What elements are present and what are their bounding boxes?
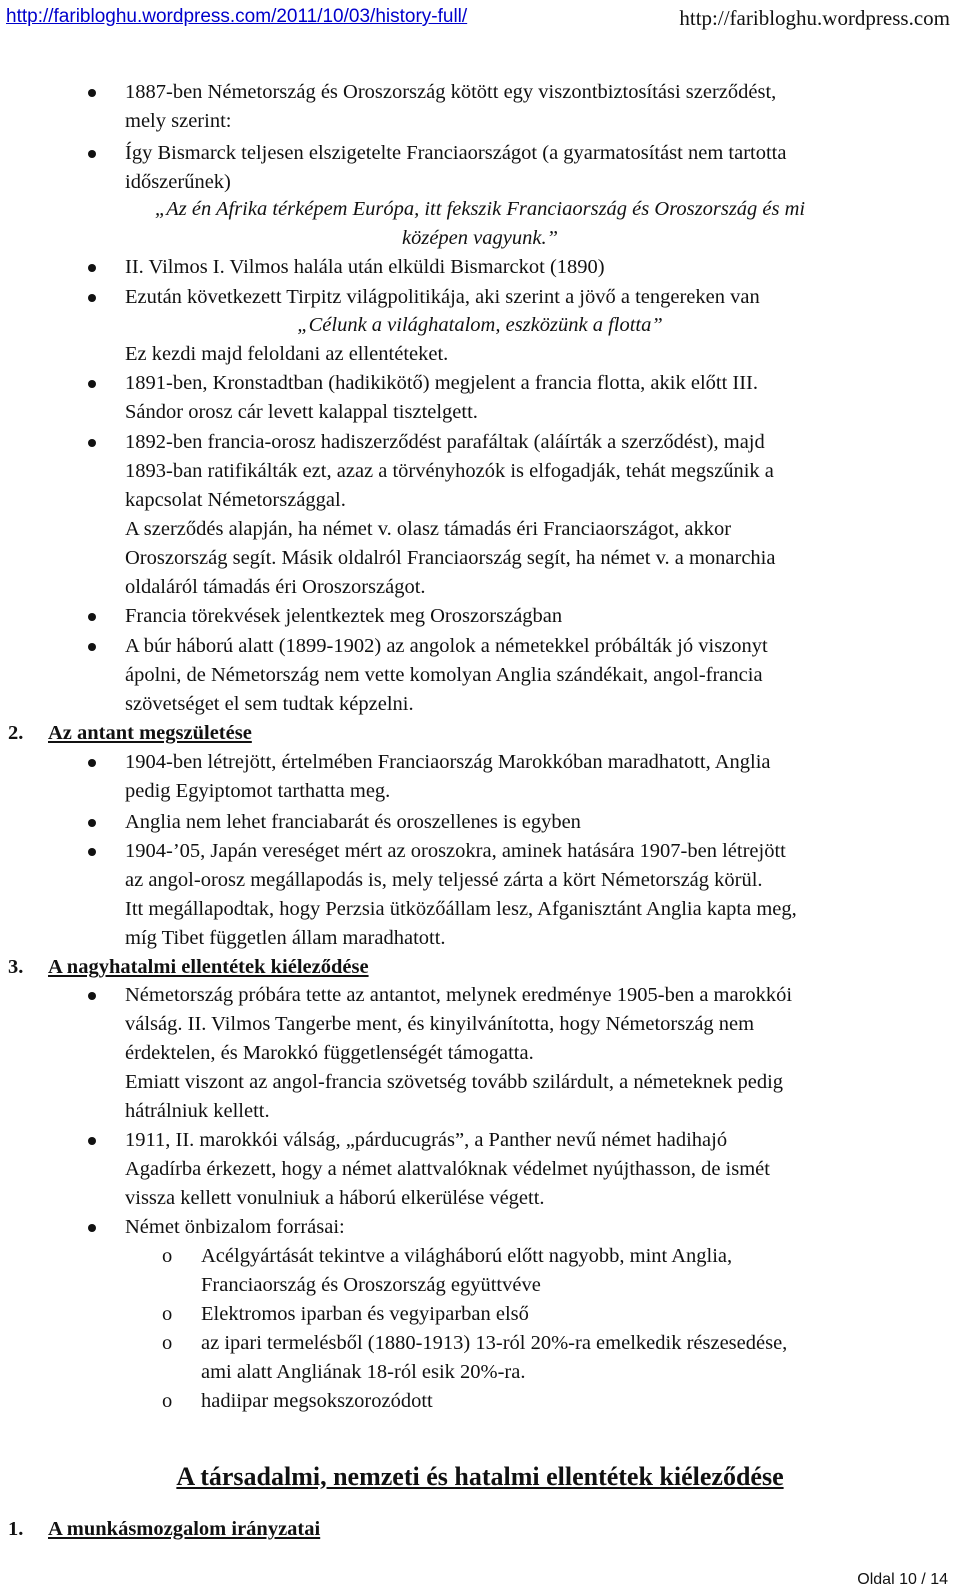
text-line: Oroszország segít. Másik oldalról Franciaország segít, ha német v. a monarchia (125, 547, 776, 569)
text-line: ápolni, de Németország nem vette komolyan Anglia szándékait, angol-francia (125, 664, 763, 686)
text-line: 1887-ben Németország és Oroszország kötött egy viszontbiztosítási szerződést, (125, 81, 777, 103)
section-heading: Az antant megszületése (48, 722, 252, 744)
site-url: http://faribloghu.wordpress.com (679, 6, 950, 30)
text-line: 1893-ban ratifikálták ezt, azaz a törvényhozók is elfogadják, tehát megszűnik a (125, 460, 774, 482)
text-line: 1904-ben létrejött, értelmében Franciaország Marokkóban maradhatott, Anglia (125, 751, 771, 773)
section-number: 1. (8, 1518, 24, 1540)
text-line: Német önbizalom forrásai: (125, 1216, 345, 1238)
section-number: 2. (8, 722, 24, 744)
text-line: hátrálniuk kellett. (125, 1100, 270, 1122)
bullet-icon (88, 1224, 96, 1232)
text-line: 1904-’05, Japán vereséget mért az oroszokra, aminek hatására 1907-ben létrejött (125, 840, 786, 862)
bullet-icon (88, 380, 96, 388)
bullet-icon (88, 89, 96, 97)
text-line: II. Vilmos I. Vilmos halála után elküldi Bismarckot (1890) (125, 256, 605, 278)
section-number: 3. (8, 956, 24, 978)
text-line: míg Tibet független állam maradhatott. (125, 927, 446, 949)
quote-line: középen vagyunk.” (402, 227, 558, 249)
text-line: Németország próbára tette az antantot, melynek eredménye 1905-ben a marokkói (125, 984, 793, 1006)
section-heading: A munkásmozgalom irányzatai (48, 1518, 321, 1540)
text-line: Anglia nem lehet franciabarát és oroszellenes is egyben (125, 811, 581, 833)
quote-line: „Az én Afrika térképem Európa, itt fekszik Franciaország és Oroszország és mi (154, 198, 806, 220)
sub-bullet-icon: o (162, 1245, 173, 1267)
sub-bullet-icon: o (162, 1303, 173, 1325)
bullet-icon (88, 264, 96, 272)
bullet-icon (88, 439, 96, 447)
text-line: mely szerint: (125, 110, 232, 132)
text-line: vissza kellett vonulniuk a háború elkerülése végett. (125, 1187, 545, 1209)
sub-text-line: az ipari termelésből (1880-1913) 13-ról 20%-ra emelkedik részesedése, (201, 1332, 788, 1354)
quote-line: „Célunk a világhatalom, eszközünk a flotta” (297, 314, 663, 336)
sub-bullet-icon: o (162, 1390, 173, 1412)
source-url-link[interactable]: http://faribloghu.wordpress.com/2011/10/03/history-full/ (6, 6, 468, 27)
section-heading: A nagyhatalmi ellentétek kiéleződése (48, 956, 369, 978)
sub-text-line: hadiipar megsokszorozódott (201, 1390, 433, 1412)
text-line: Sándor orosz cár levett kalappal tisztelgett. (125, 401, 478, 423)
bullet-icon (88, 613, 96, 621)
page-number: Oldal 10 / 14 (857, 1571, 948, 1588)
text-line: kapcsolat Németországgal. (125, 489, 346, 511)
text-line: A búr háború alatt (1899-1902) az angolok a németekkel próbálták jó viszonyt (125, 635, 768, 657)
text-line: Francia törekvések jelentkeztek meg Oroszországban (125, 605, 563, 627)
bullet-icon (88, 759, 96, 767)
bullet-icon (88, 294, 96, 302)
text-line: időszerűnek) (125, 171, 231, 193)
text-line: Emiatt viszont az angol-francia szövetség tovább szilárdult, a németeknek pedig (125, 1071, 784, 1093)
text-line: 1911, II. marokkói válság, „párducugrás”, a Panther nevű német hadihajó (125, 1129, 728, 1151)
text-line: Agadírba érkezett, hogy a német alattvalóknak védelmet nyújthasson, de ismét (125, 1158, 770, 1180)
bullet-icon (88, 819, 96, 827)
text-line: pedig Egyiptomot tarthatta meg. (125, 780, 391, 802)
text-line: oldaláról támadás éri Oroszországot. (125, 576, 426, 598)
text-line: válság. II. Vilmos Tangerbe ment, és kinyilvánította, hogy Németország nem (125, 1013, 755, 1035)
text-line: az angol-orosz megállapodás is, mely teljessé zárta a kört Németország körül. (125, 869, 763, 891)
bullet-icon (88, 848, 96, 856)
text-line: szövetséget el sem tudtak képzelni. (125, 693, 414, 715)
text-line: Ezután következett Tirpitz világpolitikája, aki szerint a jövő a tengereken van (125, 286, 760, 308)
text-line: 1892-ben francia-orosz hadiszerződést parafáltak (aláírták a szerződést), majd (125, 431, 765, 453)
bullet-icon (88, 150, 96, 158)
sub-text-line: ami alatt Angliának 18-ról esik 20%-ra. (201, 1361, 526, 1383)
sub-text-line: Elektromos iparban és vegyiparban első (201, 1303, 529, 1325)
sub-bullet-icon: o (162, 1332, 173, 1354)
sub-text-line: Franciaország és Oroszország együttvéve (201, 1274, 541, 1296)
chapter-title: A társadalmi, nemzeti és hatalmi ellentétek kiéleződése (176, 1462, 784, 1491)
text-line: A szerződés alapján, ha német v. olasz támadás éri Franciaországot, akkor (125, 518, 732, 540)
text-line: Így Bismarck teljesen elszigetelte Franciaországot (a gyarmatosítást nem tartotta (125, 142, 787, 164)
bullet-icon (88, 1137, 96, 1145)
text-line: 1891-ben, Kronstadtban (hadikikötő) megjelent a francia flotta, akik előtt III. (125, 372, 759, 394)
text-line: Ez kezdi majd feloldani az ellentéteket. (125, 343, 449, 365)
bullet-icon (88, 992, 96, 1000)
text-line: érdektelen, és Marokkó függetlenségét támogatta. (125, 1042, 534, 1064)
bullet-icon (88, 643, 96, 651)
sub-text-line: Acélgyártását tekintve a világháború előtt nagyobb, mint Anglia, (201, 1245, 733, 1267)
text-line: Itt megállapodtak, hogy Perzsia ütközőállam lesz, Afganisztánt Anglia kapta meg, (125, 898, 797, 920)
